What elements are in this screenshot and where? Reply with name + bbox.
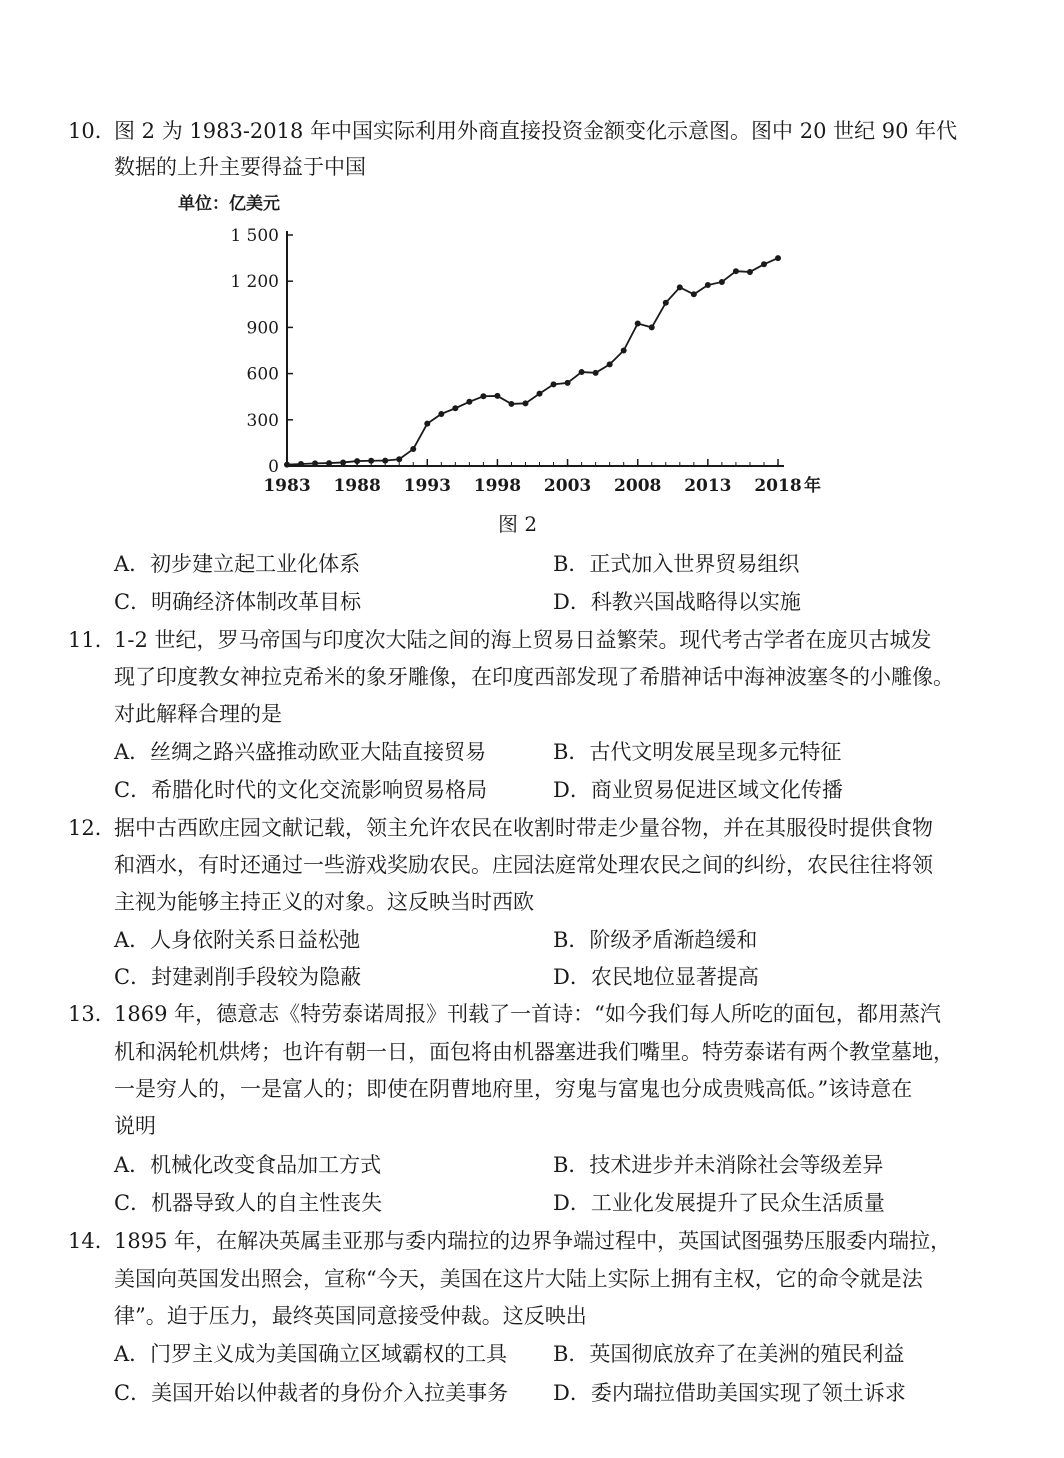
x-tick-label: 2013: [684, 476, 732, 496]
answer-option[interactable]: A．初步建立起工业化体系: [114, 552, 361, 576]
answer-option[interactable]: C．明确经济体制改革目标: [114, 590, 362, 614]
question-number: 10．: [68, 119, 116, 143]
question-number: 12．: [68, 816, 116, 840]
y-tick-label: 1 500: [230, 226, 279, 246]
chart-axes: [230, 226, 821, 496]
chart-marks: [284, 255, 781, 468]
answer-option[interactable]: A．人身依附关系日益松弛: [114, 928, 361, 952]
x-tick-label: 2018: [754, 476, 802, 496]
data-point: [537, 391, 543, 397]
y-tick-label: 0: [268, 457, 279, 477]
data-point: [368, 458, 374, 464]
answer-option[interactable]: D．农民地位显著提高: [553, 965, 759, 989]
data-point: [354, 458, 360, 464]
answer-option[interactable]: C．美国开始以仲裁者的身份介入拉美事务: [114, 1381, 509, 1405]
x-tick-label: 1993: [403, 476, 451, 496]
answer-option[interactable]: B．古代文明发展呈现多元特征: [553, 740, 842, 764]
answer-option[interactable]: B．正式加入世界贸易组织: [553, 552, 800, 576]
series-line: [287, 258, 778, 465]
data-point: [747, 269, 753, 275]
question-number: 11．: [68, 628, 116, 652]
data-point: [382, 458, 388, 464]
data-point: [551, 381, 557, 387]
data-point: [593, 370, 599, 376]
question-stem-line: 1895 年，在解决英属圭亚那与委内瑞拉的边界争端过程中，英国试图强势压服委内瑞拉，: [114, 1229, 952, 1253]
question-stem-line: 对此解释合理的是: [114, 702, 282, 726]
data-point: [284, 462, 290, 468]
question-stem-line: 律”。迫于压力，最终英国同意接受仲裁。这反映出: [114, 1304, 587, 1328]
question-number: 13．: [68, 1002, 116, 1026]
data-point: [719, 279, 725, 285]
y-axis-unit-label: 单位：亿美元: [178, 194, 280, 214]
data-point: [452, 405, 458, 411]
y-tick-label: 1 200: [230, 272, 279, 293]
data-point: [607, 361, 613, 367]
x-tick-label: 2008: [614, 476, 662, 496]
answer-option[interactable]: C．机器导致人的自主性丧失: [114, 1191, 383, 1215]
question-stem-line: 1869 年，德意志《特劳泰诺周报》刊载了一首诗：“如今我们每人所吃的面包，都用蒸汽: [114, 1002, 941, 1026]
data-point: [494, 393, 500, 399]
answer-option[interactable]: B．阶级矛盾渐趋缓和: [553, 928, 758, 952]
answer-option[interactable]: D．科教兴国战略得以实施: [553, 590, 801, 614]
x-tick-label: 1988: [333, 476, 381, 496]
data-point: [480, 393, 486, 399]
figure-caption: 图 2: [498, 512, 538, 536]
data-point: [396, 456, 402, 462]
x-axis-unit-label: 年: [804, 476, 821, 496]
data-point: [705, 282, 711, 288]
data-point: [691, 291, 697, 297]
data-point: [733, 268, 739, 274]
data-point: [635, 321, 641, 327]
data-point: [621, 348, 627, 354]
question-stem-line: 图 2 为 1983-2018 年中国实际利用外商直接投资金额变化示意图。图中 20 世纪 90 年代: [114, 119, 958, 143]
answer-option[interactable]: B．英国彻底放弃了在美洲的殖民利益: [553, 1342, 905, 1366]
y-tick-label: 900: [246, 318, 279, 339]
question-stem-line: 一是穷人的，一是富人的；即使在阴曹地府里，穷鬼与富鬼也分成贵贱高低。”该诗意在: [114, 1077, 913, 1101]
question-stem-line: 机和涡轮机烘烤；也许有朝一日，面包将由机器塞进我们嘴里。特劳泰诺有两个教堂墓地，: [114, 1040, 954, 1064]
question-stem-line: 数据的上升主要得益于中国: [114, 155, 366, 179]
question-stem-line: 据中古西欧庄园文献记载，领主允许农民在收割时带走少量谷物，并在其服役时提供食物: [114, 816, 933, 840]
x-tick-label: 1998: [473, 476, 522, 496]
data-point: [312, 460, 318, 466]
data-point: [410, 446, 416, 452]
question-stem-line: 和酒水，有时还通过一些游戏奖励农民。庄园法庭常处理农民之间的纠纷，农民往往将领: [114, 853, 933, 877]
data-point: [649, 324, 655, 330]
data-point: [775, 255, 781, 261]
question-stem-line: 说明: [114, 1114, 156, 1138]
answer-option[interactable]: A．门罗主义成为美国确立区域霸权的工具: [114, 1342, 508, 1366]
question-stem-line: 美国向英国发出照会，宣称“今天，美国在这片大陆上实际上拥有主权，它的命令就是法: [114, 1267, 923, 1291]
answer-option[interactable]: D．委内瑞拉借助美国实现了领土诉求: [553, 1381, 906, 1405]
data-point: [424, 421, 430, 427]
answer-option[interactable]: C．封建剥削手段较为隐蔽: [114, 965, 362, 989]
question-stem-line: 1-2 世纪，罗马帝国与印度次大陆之间的海上贸易日益繁荣。现代考古学者在庞贝古城发: [114, 628, 932, 652]
answer-option[interactable]: A．机械化改变食品加工方式: [114, 1153, 382, 1177]
data-point: [522, 400, 528, 406]
question-number: 14．: [68, 1229, 116, 1253]
data-point: [663, 300, 669, 306]
data-point: [565, 380, 571, 386]
answer-option[interactable]: B．技术进步并未消除社会等级差异: [553, 1153, 884, 1177]
data-point: [438, 411, 444, 417]
x-tick-label: 2003: [543, 476, 592, 496]
data-point: [677, 284, 683, 290]
fdi-line-chart: [160, 185, 860, 505]
question-stem-line: 现了印度教女神拉克希米的象牙雕像，在印度西部发现了希腊神话中海神波塞冬的小雕像。: [114, 665, 954, 689]
y-tick-label: 600: [246, 364, 279, 385]
data-point: [508, 401, 514, 407]
data-point: [579, 369, 585, 375]
data-point: [466, 399, 472, 405]
data-point: [761, 261, 767, 267]
question-stem-line: 主视为能够主持正义的对象。这反映当时西欧: [114, 890, 534, 914]
answer-option[interactable]: C．希腊化时代的文化交流影响贸易格局: [114, 778, 488, 802]
y-tick-label: 300: [246, 410, 279, 431]
answer-option[interactable]: A．丝绸之路兴盛推动欧亚大陆直接贸易: [114, 740, 487, 764]
answer-option[interactable]: D．商业贸易促进区域文化传播: [553, 778, 843, 802]
data-point: [340, 459, 346, 465]
data-point: [298, 461, 304, 467]
answer-option[interactable]: D．工业化发展提升了民众生活质量: [553, 1191, 885, 1215]
x-tick-label: 1983: [263, 476, 311, 496]
data-point: [326, 460, 332, 466]
